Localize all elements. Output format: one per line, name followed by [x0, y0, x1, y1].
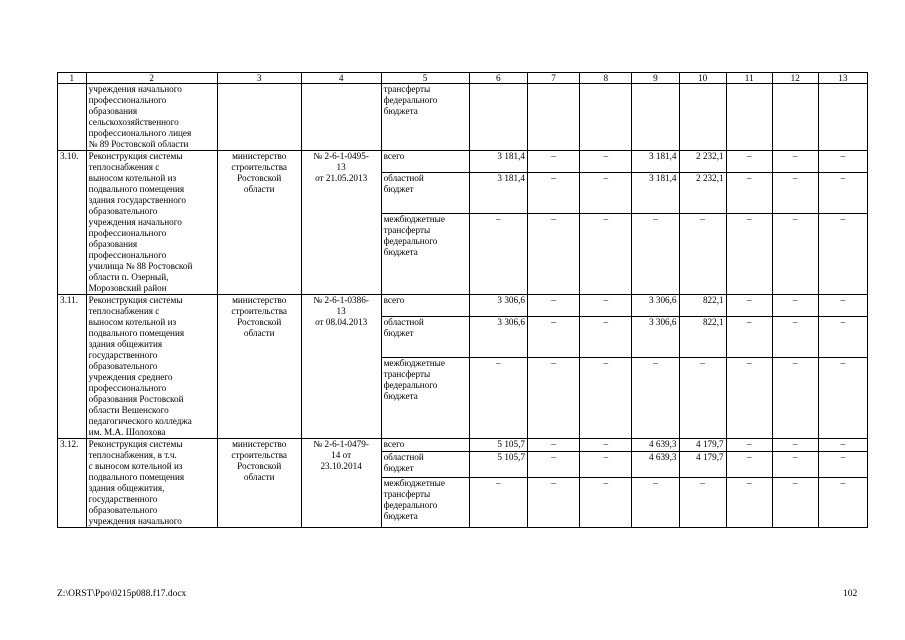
value-cell: – — [527, 172, 579, 213]
document-number-cell: № 2-6-1-0386- 13 от 08.04.2013 — [301, 295, 381, 439]
value-cell: – — [726, 477, 772, 527]
value-cell: – — [580, 477, 632, 527]
row-number-cell: 3.12. — [58, 439, 87, 528]
fund-source-cell: всего — [381, 151, 469, 173]
value-cell: – — [580, 172, 632, 213]
value-cell: – — [818, 357, 867, 438]
fund-source-cell: всего — [381, 439, 469, 452]
budget-table — [57, 72, 868, 528]
value-cell: – — [469, 213, 527, 294]
value-cell: – — [772, 213, 818, 294]
value-cell: – — [527, 316, 579, 357]
row-number-cell: 3.11. — [58, 295, 87, 439]
value-cell: – — [632, 477, 679, 527]
value-cell: – — [726, 357, 772, 438]
ministry-cell: министерство строительства Ростовской области — [217, 295, 301, 439]
object-name-cell: Реконструкция системы теплоснабжения с выносом котельной из подвального помещения здания государственного образовательного учреждения начального профессионального образования профессионального училища № 88 Ростовской области п. Озерный, Морозовский район — [86, 151, 217, 295]
value-cell: 822,1 — [679, 316, 726, 357]
value-cell: – — [818, 213, 867, 294]
value-cell: – — [818, 477, 867, 527]
column-header: 4 — [301, 73, 381, 84]
object-name-cell: Реконструкция системы теплоснабжения с выносом котельной из подвального помещения здания общежития государственного образовательного учреждения среднего профессионального образования Ростовской области Вешенского педагогического колледжа им. М.А. Шолохова — [86, 295, 217, 439]
object-name-cell: учреждения начального профессионального образования сельскохозяйственного профессионального лицея № 89 Ростовской области — [86, 84, 217, 151]
value-cell: – — [772, 316, 818, 357]
column-header: 8 — [580, 73, 632, 84]
table-header-row — [58, 73, 868, 84]
value-cell: 4 179,7 — [679, 452, 726, 478]
value-cell: 3 306,6 — [632, 295, 679, 317]
column-header: 7 — [527, 73, 579, 84]
value-cell: 3 306,6 — [469, 295, 527, 317]
value-cell: – — [527, 213, 579, 294]
column-header: 6 — [469, 73, 527, 84]
value-cell: – — [527, 439, 579, 452]
value-cell: – — [818, 452, 867, 478]
value-cell: – — [527, 357, 579, 438]
value-cell: – — [527, 477, 579, 527]
value-cell: – — [580, 295, 632, 317]
value-cell: – — [818, 151, 867, 173]
value-cell: 4 639,3 — [632, 439, 679, 452]
value-cell: – — [469, 357, 527, 438]
value-cell: 3 181,4 — [469, 151, 527, 173]
fund-source-cell: межбюджетные трансферты федерального бюджета — [381, 213, 469, 294]
value-cell: – — [580, 357, 632, 438]
value-cell: – — [726, 452, 772, 478]
value-cell: – — [818, 295, 867, 317]
value-cell: 2 232,1 — [679, 151, 726, 173]
fund-source-cell: трансферты федерального бюджета — [381, 84, 469, 151]
value-cell: 3 306,6 — [469, 316, 527, 357]
value-cell: 3 181,4 — [632, 172, 679, 213]
value-cell: 2 232,1 — [679, 172, 726, 213]
value-cell: – — [527, 151, 579, 173]
row-number-cell: 3.10. — [58, 151, 87, 295]
value-cell: – — [772, 151, 818, 173]
document-number-cell: № 2-6-1-0495- 13 от 21.05.2013 — [301, 151, 381, 295]
value-cell: – — [818, 172, 867, 213]
value-cell: – — [580, 213, 632, 294]
column-header: 5 — [381, 73, 469, 84]
column-header: 9 — [632, 73, 679, 84]
fund-source-cell: всего — [381, 295, 469, 317]
document-path: Z:\ORST\Ppo\0215p088.f17.docx — [57, 589, 187, 599]
value-cell: 4 179,7 — [679, 439, 726, 452]
value-cell: – — [679, 477, 726, 527]
fund-source-cell: областной бюджет — [381, 452, 469, 478]
page-number: 102 — [843, 589, 858, 599]
value-cell: – — [726, 316, 772, 357]
value-cell: 3 181,4 — [469, 172, 527, 213]
value-cell: – — [726, 151, 772, 173]
value-cell: – — [772, 357, 818, 438]
value-cell: – — [580, 151, 632, 173]
value-cell: 4 639,3 — [632, 452, 679, 478]
value-cell: – — [772, 477, 818, 527]
value-cell: – — [772, 172, 818, 213]
value-cell: – — [772, 452, 818, 478]
value-cell: 822,1 — [679, 295, 726, 317]
value-cell: – — [580, 316, 632, 357]
value-cell: – — [527, 295, 579, 317]
column-header: 12 — [772, 73, 818, 84]
value-cell: – — [726, 295, 772, 317]
value-cell: – — [818, 439, 867, 452]
value-cell: – — [726, 172, 772, 213]
table-row — [58, 151, 868, 173]
column-header: 3 — [217, 73, 301, 84]
column-header: 10 — [679, 73, 726, 84]
value-cell: – — [632, 213, 679, 294]
column-header: 13 — [818, 73, 867, 84]
value-cell: – — [726, 439, 772, 452]
value-cell: – — [580, 452, 632, 478]
fund-source-cell: областной бюджет — [381, 316, 469, 357]
table-row-continuation — [58, 84, 868, 151]
value-cell: 3 306,6 — [632, 316, 679, 357]
ministry-cell: министерство строительства Ростовской области — [217, 151, 301, 295]
value-cell: 5 105,7 — [469, 452, 527, 478]
fund-source-cell: межбюджетные трансферты федерального бюджета — [381, 477, 469, 527]
value-cell: – — [580, 439, 632, 452]
value-cell: – — [632, 357, 679, 438]
value-cell: – — [818, 316, 867, 357]
value-cell: – — [772, 295, 818, 317]
value-cell: – — [726, 213, 772, 294]
value-cell: – — [679, 213, 726, 294]
value-cell: – — [527, 452, 579, 478]
value-cell: – — [469, 477, 527, 527]
column-header: 2 — [86, 73, 217, 84]
document-number-cell: № 2-6-1-0479- 14 от 23.10.2014 — [301, 439, 381, 528]
ministry-cell: министерство строительства Ростовской области — [217, 439, 301, 528]
column-header: 1 — [58, 73, 87, 84]
object-name-cell: Реконструкция системы теплоснабжения, в т.ч. с выносом котельной из подвального помещения здания общежития, государственного образовательного учреждения начального — [86, 439, 217, 528]
table-row — [58, 295, 868, 317]
value-cell: – — [772, 439, 818, 452]
value-cell: 5 105,7 — [469, 439, 527, 452]
fund-source-cell: межбюджетные трансферты федерального бюджета — [381, 357, 469, 438]
fund-source-cell: областной бюджет — [381, 172, 469, 213]
table-row — [58, 439, 868, 452]
column-header: 11 — [726, 73, 772, 84]
value-cell: 3 181,4 — [632, 151, 679, 173]
value-cell: – — [679, 357, 726, 438]
